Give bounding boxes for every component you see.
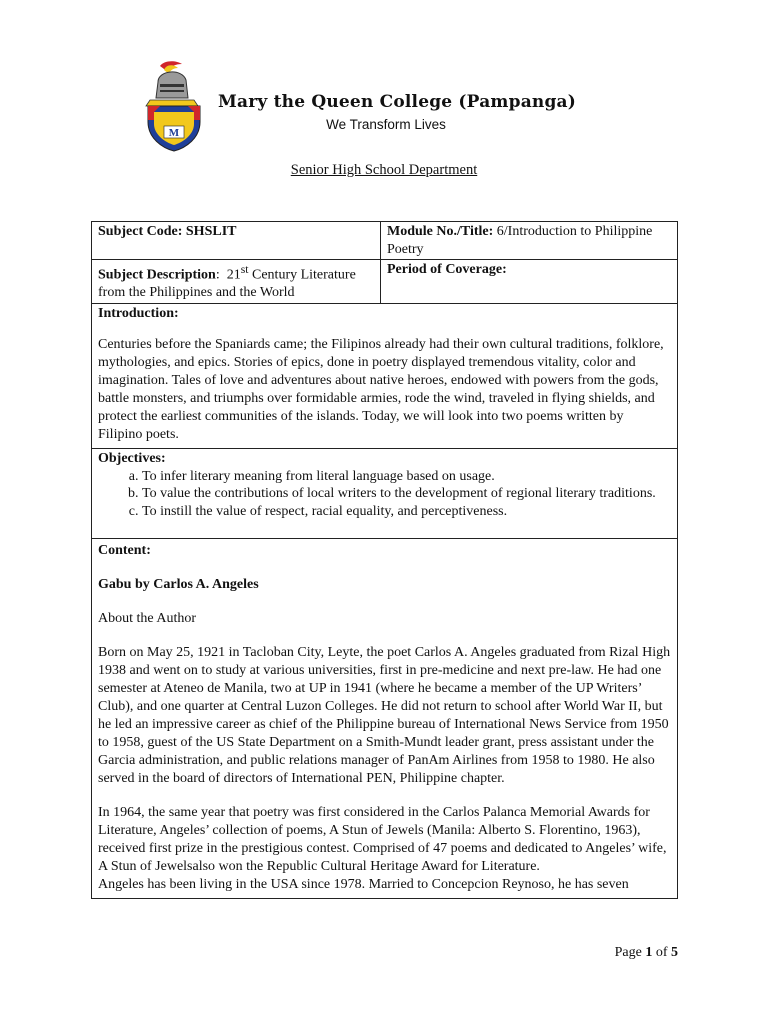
objectives-list xyxy=(98,468,671,521)
table-row-objectives xyxy=(92,449,678,539)
subject-description-cell xyxy=(92,260,381,304)
module-table xyxy=(91,221,678,899)
content-cell xyxy=(92,539,678,899)
desc-number: 21 xyxy=(226,267,241,283)
total-pages: 5 xyxy=(671,945,678,960)
subject-description-label: Subject Description xyxy=(98,267,216,283)
poem-title: Gabu by Carlos A. Angeles xyxy=(98,577,259,593)
page-word: Page xyxy=(614,945,646,960)
module-cell xyxy=(381,222,678,260)
period-cell xyxy=(381,260,678,304)
college-logo xyxy=(142,60,206,152)
objective-item: b. To value the contributions of local writers to the development of regional literary traditions. xyxy=(142,485,671,503)
tagline: We Transform Lives xyxy=(326,117,446,132)
subject-description-value: Century Literature from the Philippines and the World xyxy=(98,267,356,301)
objective-item: a. To infer literary meaning from literal language based on usage. xyxy=(142,468,671,486)
objectives-label: Objectives: xyxy=(98,451,166,467)
content-label: Content: xyxy=(98,543,151,559)
table-row-subject xyxy=(92,222,678,260)
desc-colon: : xyxy=(215,267,220,283)
table-row-description xyxy=(92,260,678,304)
period-label: Period of Coverage: xyxy=(387,262,507,277)
current-page: 1 xyxy=(645,945,653,960)
module-label: Module No./Title: xyxy=(387,224,494,239)
desc-superscript: st xyxy=(240,263,249,276)
objectives-cell xyxy=(92,449,678,539)
subject-code-cell xyxy=(92,222,381,260)
bio-paragraph-3: Angeles has been living in the USA since 1978. Married to Concepcion Reynoso, he has seven xyxy=(98,877,629,893)
objective-item: c. To instill the value of respect, racial equality, and perceptiveness. xyxy=(142,503,671,521)
about-author-heading: About the Author xyxy=(98,611,196,627)
logo-letter: M xyxy=(168,127,180,139)
introduction-text: Centuries before the Spaniards came; the Filipinos already had their own cultural traditions, folklore, mythologies, and epics. Stories of epics, done in poetry displayed tremendous vitality, color and imagination. Tales of love and adventures about native heroes, endowed with powers from the gods, battle monsters, and triumphs over formidable armies, rode the wind, traveled in flying shields, and protect the earliest communities of the islands. Today, we will look into two poems written by Filipino poets. xyxy=(98,337,664,443)
page-number xyxy=(615,945,678,961)
bio-paragraph-1: Born on May 25, 1921 in Tacloban City, Leyte, the poet Carlos A. Angeles graduated from Rizal High 1938 and went on to study at various universities, first in pre-medicine and next pre-law. He had one semester at Ateneo de Manila, two at UP in 1941 (where he became a member of the UP Writers’ Club), and one quarter at Central Luzon Colleges. He did not return to school after World War II, but he led an impressive career as chief of the Philippine bureau of International News Service from 1950 to 1958, guest of the US State Department on a Smith-Mundt leader grant, press assistant under the Garcia administration, and public relations manager of PanAm Airlines from 1958 to 1980. He also served in the board of directors of International PEN, Philippine chapter. xyxy=(98,645,671,787)
introduction-label: Introduction: xyxy=(98,305,179,321)
module-value: 6/Introduction to Philippine Poetry xyxy=(387,224,653,257)
introduction-cell xyxy=(92,303,678,449)
of-word: of xyxy=(652,945,671,960)
subject-code-label: Subject Code: xyxy=(98,224,183,239)
subject-code-value: SHSLIT xyxy=(185,224,237,239)
college-name: Mary the Queen College (Pampanga) xyxy=(218,92,577,112)
department-title: Senior High School Department xyxy=(290,162,478,178)
bio-paragraph-2: In 1964, the same year that poetry was first considered in the Carlos Palanca Memorial Awards for Literature, Angeles’ collection of poems, A Stun of Jewels (Manila: Alberto S. Florentino, 1963), received first prize in the prestigious contest. Comprised of 47 poems and dedicated to Angeles’ wife, A Stun of Jewelsalso won the Republic Cultural Heritage Award for Literature. xyxy=(98,805,667,875)
table-row-introduction xyxy=(92,303,678,449)
table-row-content xyxy=(92,539,678,899)
